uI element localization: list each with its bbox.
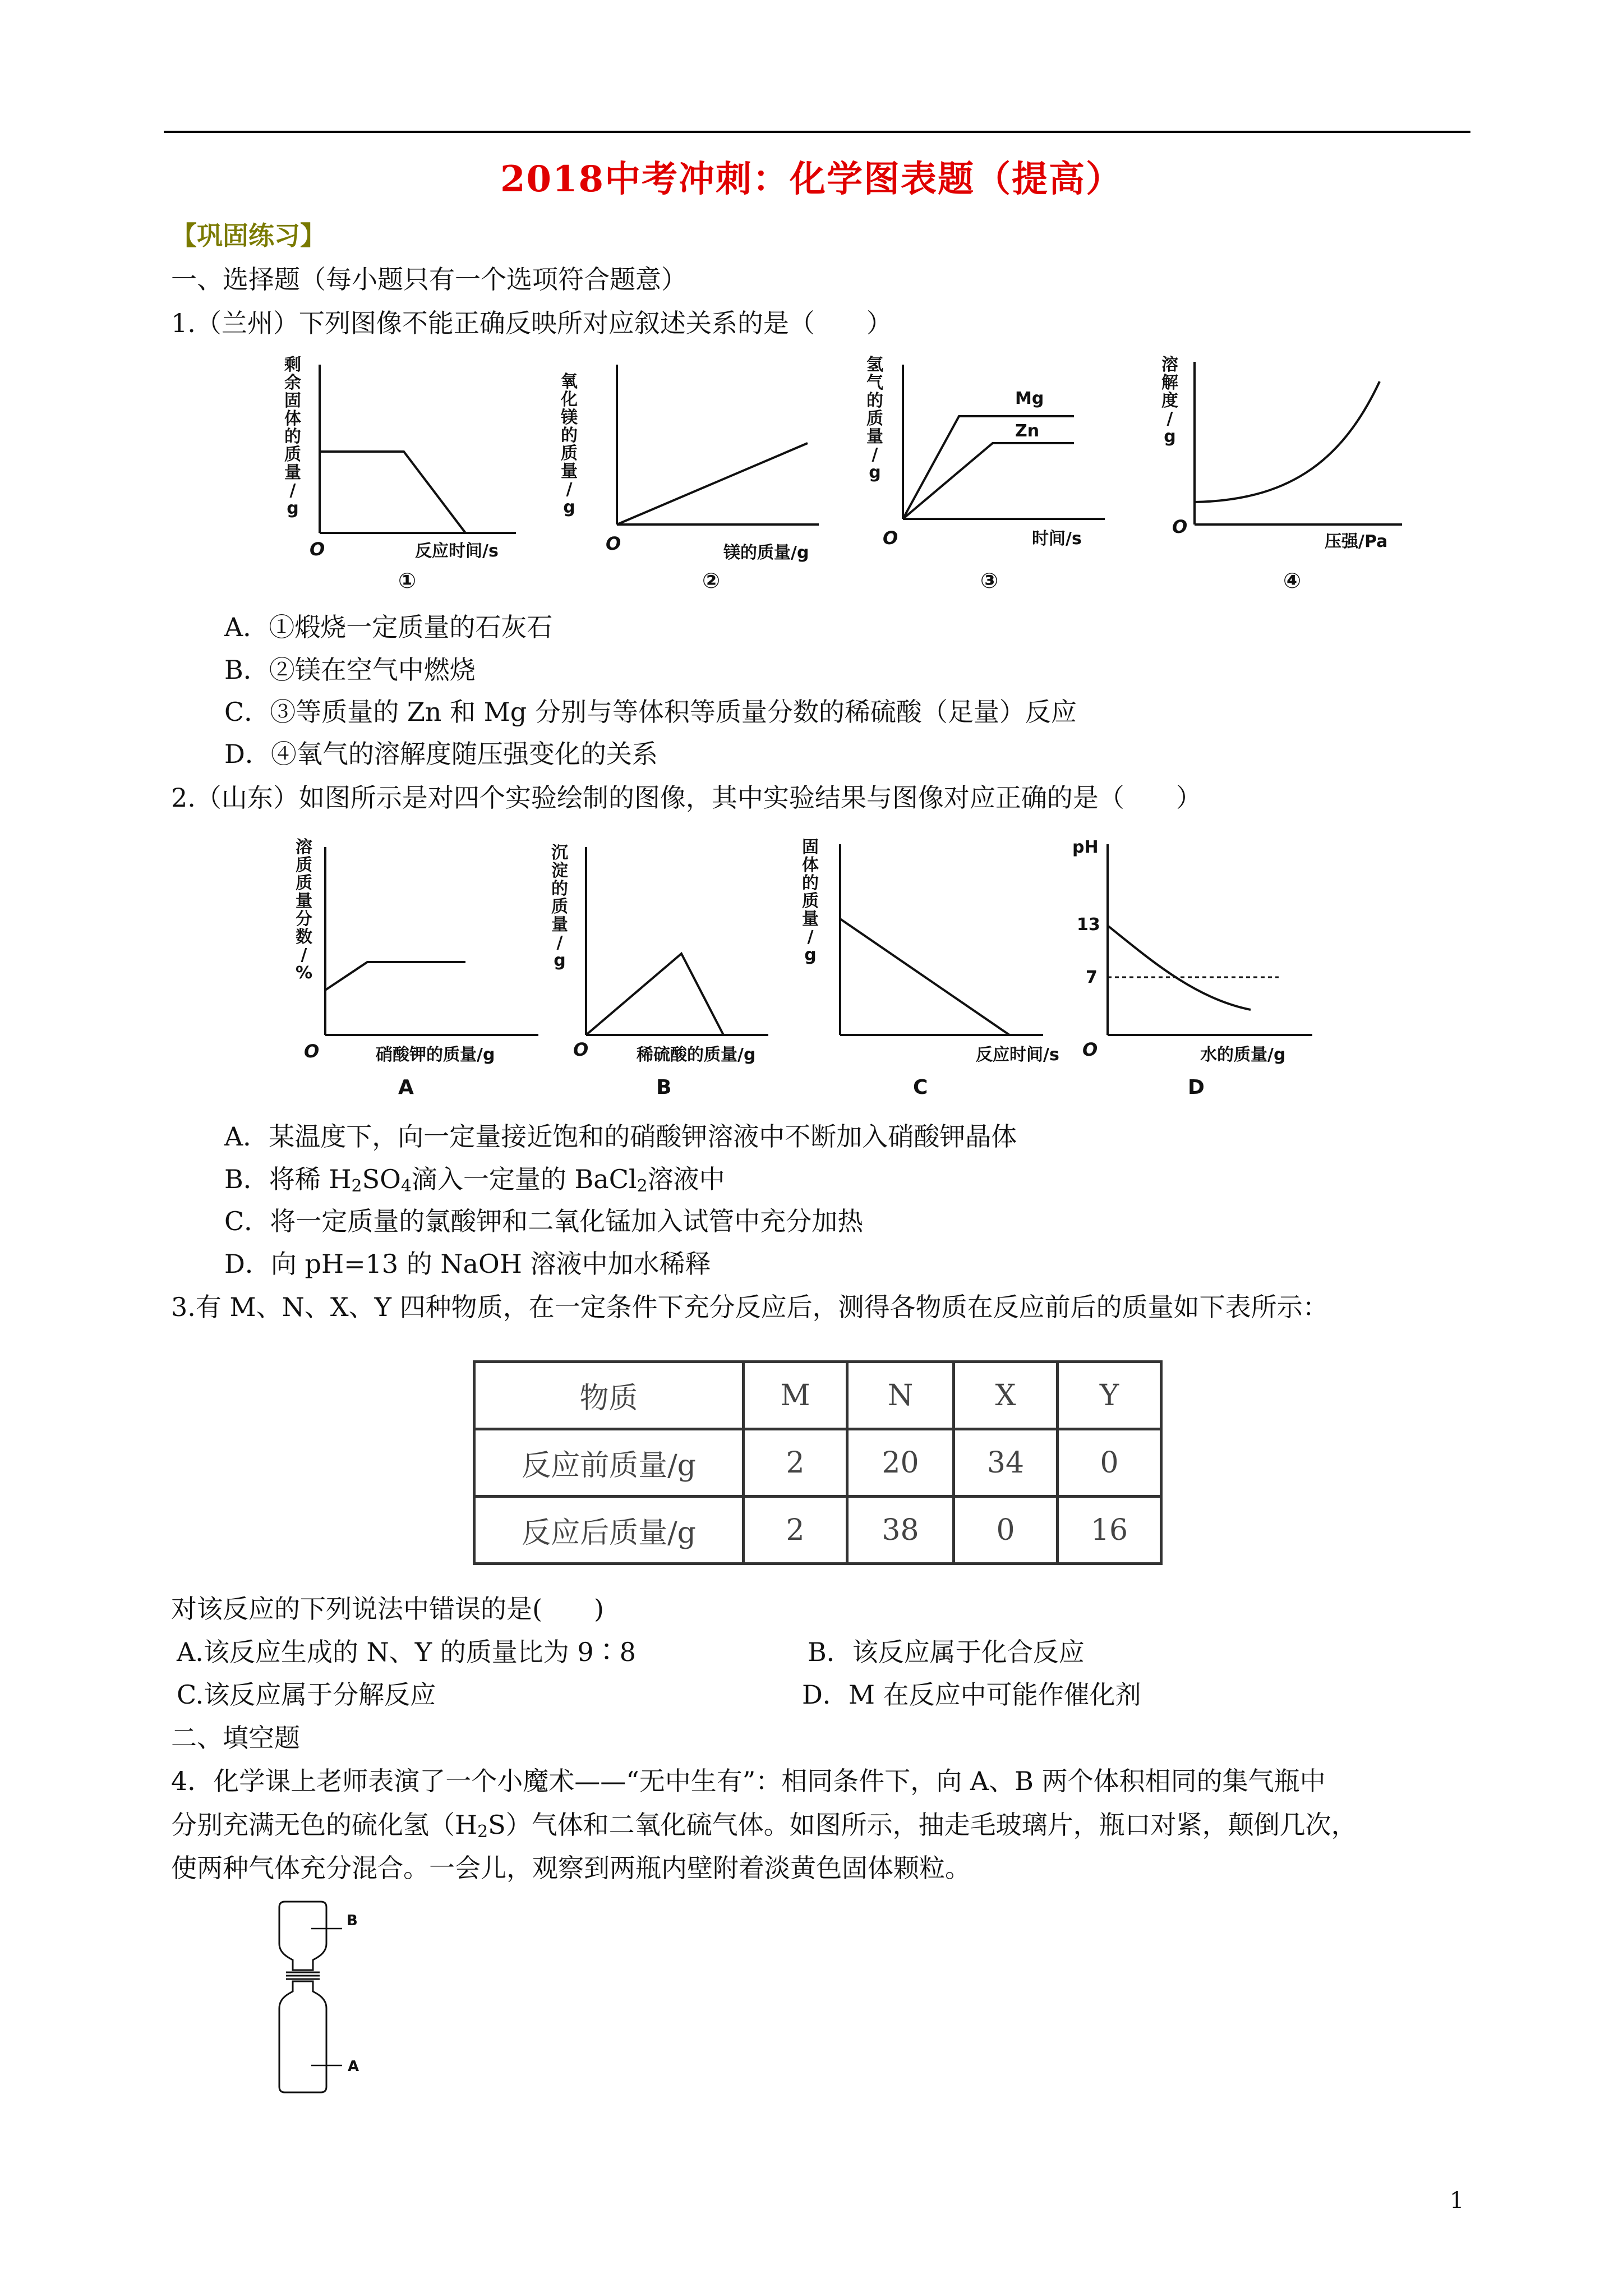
svg-text:/: / (289, 481, 296, 500)
svg-text:/: / (1166, 409, 1173, 429)
table-cell: 反应后质量/g (474, 1497, 744, 1564)
x-axis-label: 压强/Pa (1325, 532, 1388, 551)
table-cell: 反应前质量/g (474, 1429, 744, 1497)
svg-text:分: 分 (296, 909, 312, 929)
svg-text:/: / (807, 927, 814, 947)
glass-plate (286, 1972, 320, 1979)
table-row (474, 1497, 1161, 1564)
figure-letter: A (398, 1076, 414, 1099)
svg-text:体: 体 (802, 855, 819, 875)
x-axis-label: 水的质量/g (1200, 1045, 1286, 1065)
table-header-cell: X (954, 1362, 1058, 1429)
figure-letter: D (1188, 1076, 1205, 1099)
q2-stem: 2.（山东）如图所示是对四个实验绘制的图像，其中实验结果与图像对应正确的是（ ） (171, 783, 1202, 813)
svg-text:g: g (804, 945, 817, 965)
svg-text:%: % (295, 963, 313, 983)
table-cell: 2 (744, 1497, 847, 1564)
origin-label: O (1082, 1039, 1098, 1060)
origin-label: O (573, 1039, 589, 1060)
figure-letter: C (913, 1076, 928, 1099)
svg-text:/: / (301, 945, 307, 965)
svg-text:的: 的 (284, 427, 301, 447)
table-header-cell: 物质 (474, 1362, 744, 1429)
part1-heading: 一、选择题（每小题只有一个选项符合题意） (171, 264, 687, 295)
svg-text:气: 气 (866, 373, 883, 393)
svg-text:g: g (563, 498, 575, 517)
svg-text:溶: 溶 (1161, 355, 1178, 375)
q1-graph-2 (555, 353, 824, 595)
table-cell: 38 (847, 1497, 954, 1564)
part2-heading: 二、填空题 (171, 1723, 300, 1753)
y-axis-label (1161, 355, 1178, 447)
legend-mg: Mg (1015, 389, 1044, 408)
x-axis-label: 镁的质量/g (723, 543, 809, 563)
q2-graph-c (791, 836, 1059, 1105)
q1-option-c: C．③等质量的 Zn 和 Mg 分别与等体积等质量分数的稀硫酸（足量）反应 (224, 697, 1077, 727)
svg-text:的: 的 (561, 426, 578, 445)
label-b: B (347, 1912, 358, 1929)
svg-text:固: 固 (284, 391, 301, 411)
y-axis-label (802, 838, 819, 965)
table-cell: 34 (954, 1429, 1058, 1497)
series-mg-line (903, 416, 1074, 519)
origin-label: O (883, 527, 898, 549)
svg-text:剩: 剩 (284, 355, 301, 375)
q1-graph-3 (858, 353, 1116, 595)
q4-line-3: 使两种气体充分混合。一会儿，观察到两瓶内壁附着淡黄色固体颗粒。 (171, 1853, 971, 1883)
q2-option-a: A．某温度下，向一定量接近饱和的硝酸钾溶液中不断加入硝酸钾晶体 (224, 1121, 1017, 1152)
y-axis-label (551, 843, 568, 970)
y-axis-label (284, 355, 301, 518)
y-axis-label: pH (1072, 838, 1099, 857)
figure-number: ② (702, 568, 721, 593)
q1-option-b: B．②镁在空气中燃烧 (224, 655, 476, 685)
table-header-cell: N (847, 1362, 954, 1429)
table-row (474, 1429, 1161, 1497)
svg-text:量: 量 (561, 462, 578, 481)
svg-text:质: 质 (866, 409, 883, 429)
x-axis-label: 时间/s (1032, 529, 1082, 549)
q2-graph-a (292, 836, 550, 1105)
svg-text:氢: 氢 (866, 355, 883, 375)
table-cell: 2 (744, 1429, 847, 1497)
y-axis-label (296, 838, 312, 983)
figure-number: ① (398, 568, 417, 593)
svg-text:溶: 溶 (296, 838, 312, 857)
table-header-cell: M (744, 1362, 847, 1429)
x-axis-label: 反应时间/s (415, 541, 499, 561)
svg-text:质: 质 (561, 444, 578, 463)
header-rule (164, 131, 1470, 133)
svg-text:镁: 镁 (561, 408, 578, 427)
svg-text:/: / (566, 480, 573, 499)
q1-graph-1 (280, 353, 527, 595)
x-axis-label: 稀硫酸的质量/g (637, 1045, 756, 1065)
q3-option-c: C.该反应属于分解反应 (177, 1680, 436, 1710)
q3-option-a: A.该反应生成的 N、Y 的质量比为 9∶8 (177, 1637, 636, 1667)
svg-text:化: 化 (561, 390, 578, 409)
svg-text:质: 质 (802, 891, 819, 911)
svg-text:量: 量 (284, 463, 301, 482)
svg-text:质: 质 (551, 897, 568, 917)
q1-stem: 1.（兰州）下列图像不能正确反映所对应叙述关系的是（ ） (171, 308, 892, 338)
bottle-b (279, 1902, 326, 1970)
label-a: A (348, 2058, 359, 2075)
q3-stem: 3.有 M、N、X、Y 四种物质，在一定条件下充分反应后，测得各物质在反应前后的质量如下表所示： (171, 1292, 1329, 1322)
svg-text:/: / (556, 933, 563, 953)
table-cell: 0 (954, 1497, 1058, 1564)
y-axis-label (560, 372, 578, 517)
svg-text:质: 质 (284, 445, 301, 464)
q3-question: 对该反应的下列说法中错误的是( ) (171, 1594, 604, 1624)
q1-option-a: A．①煅烧一定质量的石灰石 (224, 612, 553, 642)
svg-text:的: 的 (551, 879, 568, 899)
q1-option-d: D．④氧气的溶解度随压强变化的关系 (224, 739, 658, 769)
origin-label: O (606, 533, 621, 554)
svg-text:度: 度 (1161, 391, 1178, 411)
page-number: 1 (1450, 2188, 1464, 2214)
origin-label: O (304, 1041, 320, 1062)
svg-text:固: 固 (802, 838, 819, 857)
svg-text:g: g (1164, 427, 1176, 447)
q3-option-b: B．该反应属于化合反应 (808, 1637, 1085, 1667)
figure-letter: B (656, 1076, 672, 1099)
q2-option-b: B．将稀 $H_2SO_4$滴入一定量的 BaCl$_2$溶液中 (224, 1164, 725, 1196)
table-header-row (474, 1362, 1161, 1429)
svg-text:量: 量 (551, 915, 568, 935)
q2-option-c: C．将一定质量的氯酸钾和二氧化锰加入试管中充分加热 (224, 1206, 864, 1236)
svg-text:质: 质 (296, 873, 312, 893)
svg-text:氧: 氧 (561, 372, 578, 392)
svg-text:沉: 沉 (551, 843, 568, 863)
x-axis-label: 硝酸钾的质量/g (376, 1045, 495, 1065)
table-cell: 20 (847, 1429, 954, 1497)
origin-label: O (310, 539, 325, 560)
svg-text:质: 质 (296, 855, 312, 875)
svg-text:量: 量 (296, 891, 312, 911)
section-label: 【巩固练习】 (171, 220, 326, 251)
q4-line-2: 分别充满无色的硫化氢$(H_2S)$气体和二氧化硫气体。如图所示，抽走毛玻璃片，瓶口对紧，颠倒几次， (171, 1810, 1357, 1842)
tick-7: 7 (1086, 968, 1098, 987)
table-header-cell: Y (1058, 1362, 1161, 1429)
svg-text:的: 的 (802, 873, 819, 893)
q3-data-table (473, 1360, 1163, 1565)
table-cell: 16 (1058, 1497, 1161, 1564)
q2-graph-b (544, 836, 780, 1105)
svg-text:g: g (869, 463, 881, 482)
svg-text:余: 余 (284, 373, 301, 393)
svg-text:淀: 淀 (551, 861, 568, 881)
tick-13: 13 (1077, 915, 1100, 935)
table-cell: 0 (1058, 1429, 1161, 1497)
figure-number: ③ (980, 568, 999, 593)
legend-zn: Zn (1015, 421, 1040, 441)
q1-graph-4 (1155, 353, 1424, 595)
svg-text:/: / (872, 445, 878, 464)
svg-text:量: 量 (802, 909, 819, 929)
svg-text:g: g (287, 499, 299, 518)
svg-text:g: g (554, 951, 566, 970)
y-axis-label (866, 355, 883, 482)
bottle-a (279, 1981, 326, 2092)
svg-text:量: 量 (866, 427, 883, 447)
q4-gas-bottles-figure (264, 1902, 387, 2109)
series-zn-line (903, 443, 1074, 519)
x-axis-label: 反应时间/s (976, 1045, 1059, 1065)
page-title: 2018中考冲刺：化学图表题（提高） (500, 158, 1123, 200)
origin-label: O (1172, 516, 1188, 537)
figure-number: ④ (1283, 568, 1302, 593)
q3-option-d: D．M 在反应中可能作催化剂 (802, 1680, 1141, 1710)
svg-text:的: 的 (866, 391, 883, 411)
svg-text:解: 解 (1161, 373, 1178, 393)
q2-graph-d (1066, 836, 1324, 1105)
svg-text:体: 体 (284, 409, 301, 429)
svg-text:数: 数 (296, 927, 312, 947)
q4-line-1: 4．化学课上老师表演了一个小魔术——“无中生有”：相同条件下，向 A、B 两个体积相同的集气瓶中 (171, 1766, 1326, 1796)
q2-option-d: D．向 pH=13 的 NaOH 溶液中加水稀释 (224, 1249, 711, 1279)
